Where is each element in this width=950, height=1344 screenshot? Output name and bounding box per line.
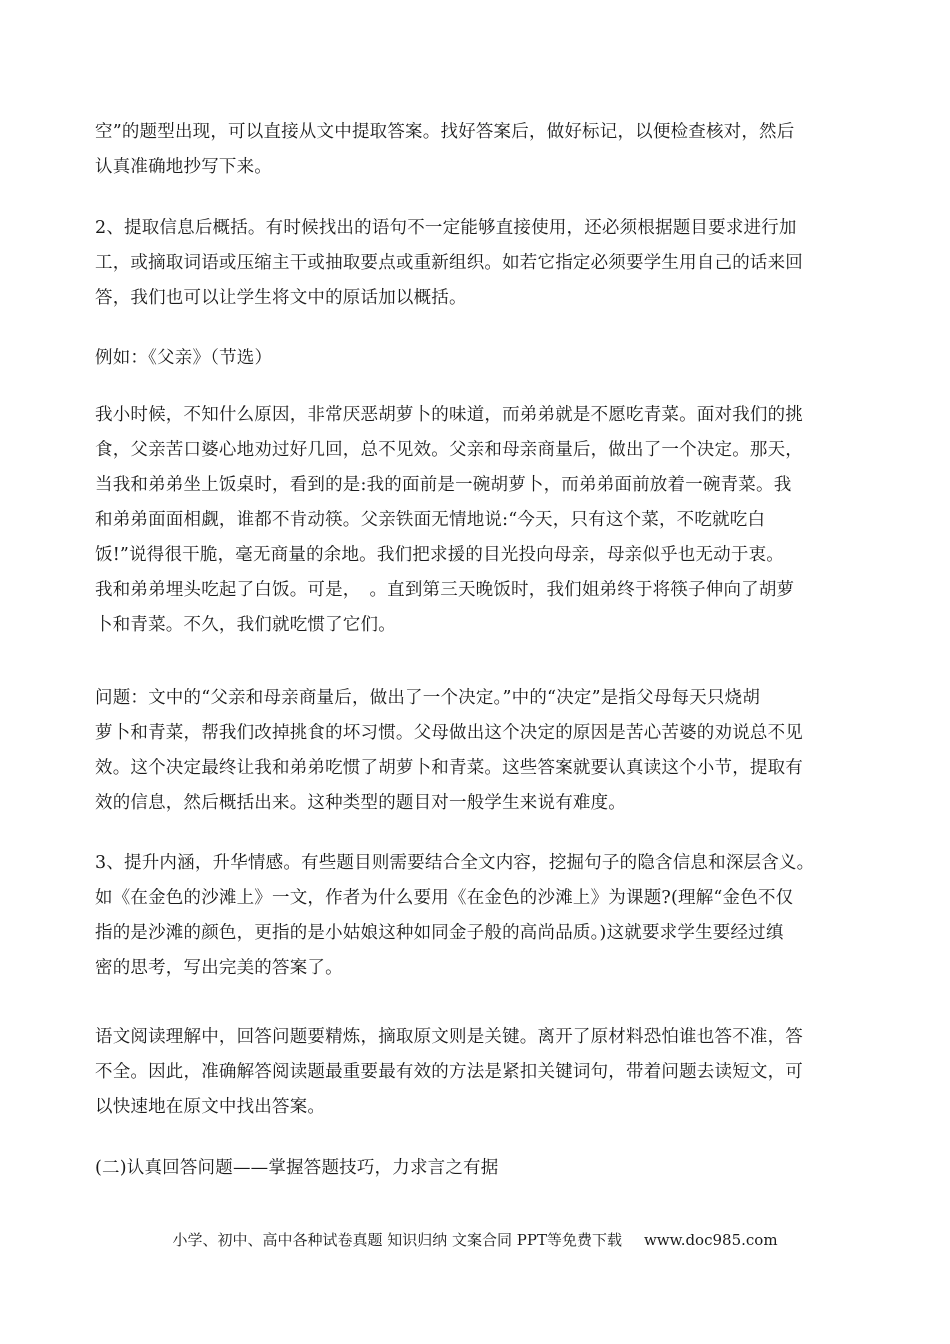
paragraph-1-line-2: 认真准确地抄写下来。 [95,157,272,177]
footer-site-link[interactable]: www.doc985.com [643,1231,778,1249]
footer-text: 小学、初中、高中各种试卷真题 知识归纳 文案合同 PPT等免费下载 [172,1231,622,1249]
paragraph-4-line-1: 我小时候，不知什么原因，非常厌恶胡萝卜的味道，而弟弟就是不愿吃青菜。面对我们的挑 [95,405,803,425]
paragraph-4-line-2: 食，父亲苦口婆心地劝过好几回，总不见效。父亲和母亲商量后，做出了一个决定。那天， [95,440,803,460]
section-heading-line: (二)认真回答问题——掌握答题技巧，力求言之有据 [95,1158,499,1178]
paragraph-4-line-5: 饭!”说得很干脆，毫无商量的余地。我们把求援的目光投向母亲，母亲似乎也无动于衷。 [95,545,784,565]
paragraph-3 [95,341,870,376]
paragraph-2 [95,211,870,316]
paragraph-6 [95,846,870,986]
paragraph-2-line-3: 答，我们也可以让学生将文中的原话加以概括。 [95,288,467,308]
paragraph-6-line-4: 密的思考，写出完美的答案了。 [95,958,343,978]
paragraph-4 [95,398,870,643]
paragraph-6-line-1: 3、提升内涵，升华情感。有些题目则需要结合全文内容，挖掘句子的隐含信息和深层含义。 [95,853,815,873]
section-heading [95,1151,870,1186]
paragraph-2-line-2: 工，或摘取词语或压缩主干或抽取要点或重新组织。如若它指定必须要学生用自己的话来回 [95,253,803,273]
paragraph-5 [95,681,870,821]
paragraph-5-line-1: 问题：文中的“父亲和母亲商量后，做出了一个决定。”中的“决定”是指父母每天只烧胡 [95,688,761,708]
paragraph-7-line-2: 不全。因此，准确解答阅读题最重要最有效的方法是紧扣关键词句，带着问题去读短文，可 [95,1062,803,1082]
paragraph-6-line-3: 指的是沙滩的颜色，更指的是小姑娘这种如同金子般的高尚品质。)这就要求学生要经过缜 [95,923,784,943]
paragraph-1-line-1: 空”的题型出现，可以直接从文中提取答案。找好答案后，做好标记，以便检查核对，然后 [95,122,795,142]
paragraph-7 [95,1020,870,1125]
paragraph-3-line-1: 例如：《父亲》（节选） [95,348,273,368]
paragraph-4-line-4: 和弟弟面面相觑，谁都不肯动筷。父亲铁面无情地说:“今天，只有这个菜，不吃就吃白 [95,510,766,530]
paragraph-5-line-2: 萝卜和青菜，帮我们改掉挑食的坏习惯。父母做出这个决定的原因是苦心苦婆的劝说总不见 [95,723,803,743]
paragraph-5-line-3: 效。这个决定最终让我和弟弟吃惯了胡萝卜和青菜。这些答案就要认真读这个小节，提取有 [95,758,803,778]
paragraph-7-line-1: 语文阅读理解中，回答问题要精炼，摘取原文则是关键。离开了原材料恐怕谁也答不准，答 [95,1027,803,1047]
paragraph-5-line-4: 效的信息，然后概括出来。这种类型的题目对一般学生来说有难度。 [95,793,626,813]
paragraph-2-line-1: 2、提取信息后概括。有时候找出的语句不一定能够直接使用，还必须根据题目要求进行加 [95,218,797,238]
paragraph-1 [95,115,870,185]
paragraph-4-line-3: 当我和弟弟坐上饭桌时，看到的是:我的面前是一碗胡萝卜，而弟弟面前放着一碗青菜。我 [95,475,792,495]
paragraph-4-line-7: 卜和青菜。不久，我们就吃惯了它们。 [95,615,396,635]
page-footer [0,1228,950,1252]
paragraph-7-line-3: 以快速地在原文中找出答案。 [95,1097,326,1117]
paragraph-6-line-2: 如《在金色的沙滩上》一文，作者为什么要用《在金色的沙滩上》为课题?(理解“金色不仅 [95,888,794,908]
paragraph-4-line-6: 我和弟弟埋头吃起了白饭。可是， 。直到第三天晚饭时，我们姐弟终于将筷子伸向了胡萝 [95,580,795,600]
